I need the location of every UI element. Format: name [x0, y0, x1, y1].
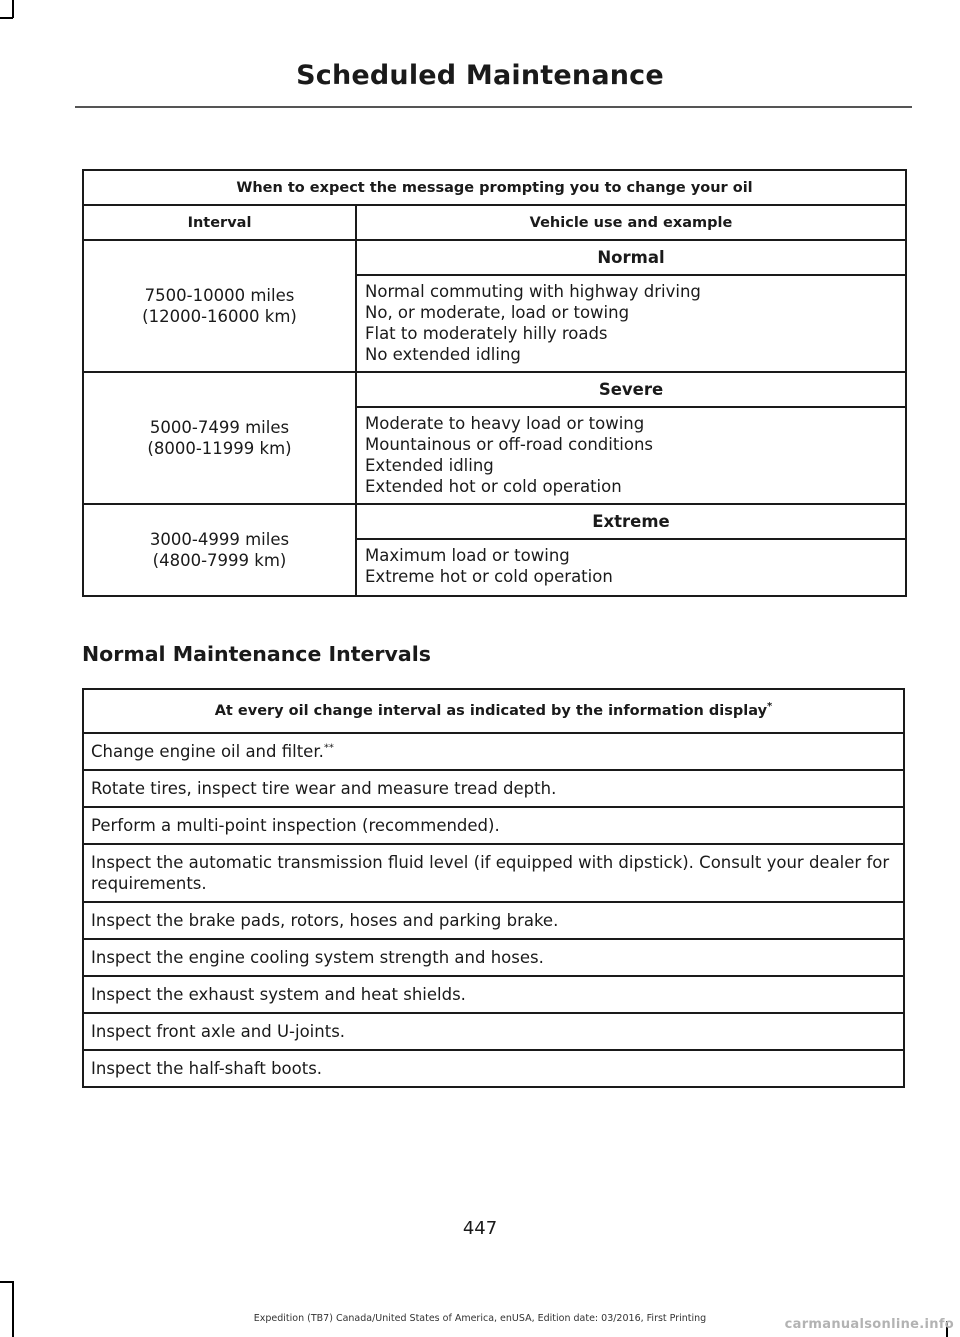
column-header-vehicle-use: Vehicle use and example [356, 205, 906, 240]
maintenance-table [82, 688, 905, 1088]
maintenance-item [83, 733, 904, 770]
title-divider [75, 106, 912, 108]
page-title: Scheduled Maintenance [296, 60, 664, 91]
table-row [83, 372, 906, 407]
table-row [83, 1013, 904, 1050]
maintenance-item: Perform a multi-point inspection (recommended). [83, 807, 904, 844]
use-item: Mountainous or off-road conditions [365, 435, 654, 454]
table-row [83, 1050, 904, 1087]
uses-cell [356, 407, 906, 504]
use-item: Maximum load or towing [365, 546, 570, 565]
maintenance-header-text: At every oil change interval as indicated by the information display [214, 703, 768, 719]
column-header-interval: Interval [83, 205, 356, 240]
use-item: Extended hot or cold operation [365, 477, 622, 496]
maintenance-item: Inspect the exhaust system and heat shields. [83, 976, 904, 1013]
use-item: No extended idling [365, 345, 521, 364]
interval-cell [83, 372, 356, 504]
interval-km: (12000-16000 km) [142, 307, 297, 326]
crop-mark-top-left [12, 0, 14, 18]
use-item: Flat to moderately hilly roads [365, 324, 608, 343]
use-item: Extended idling [365, 456, 494, 475]
interval-miles: 5000-7499 miles [149, 418, 290, 437]
footnote-mark: * [767, 701, 773, 713]
category-severe: Severe [356, 372, 906, 407]
use-item: Normal commuting with highway driving [365, 282, 701, 301]
use-item: Moderate to heavy load or towing [365, 414, 645, 433]
oil-change-table [82, 169, 907, 597]
oil-table-title: When to expect the message prompting you to change your oil [83, 170, 906, 205]
use-item: Extreme hot or cold operation [365, 567, 613, 586]
interval-cell [83, 240, 356, 372]
interval-km: (4800-7999 km) [152, 551, 287, 570]
table-row [83, 733, 904, 770]
table-row [83, 939, 904, 976]
category-normal: Normal [356, 240, 906, 275]
maintenance-item: Inspect front axle and U-joints. [83, 1013, 904, 1050]
table-row [83, 770, 904, 807]
table-row [83, 976, 904, 1013]
maintenance-table-header [83, 689, 904, 733]
interval-km: (8000-11999 km) [147, 439, 292, 458]
table-row [83, 504, 906, 539]
interval-cell [83, 504, 356, 596]
uses-cell [356, 539, 906, 596]
crop-mark-bottom-left-h [0, 1281, 13, 1283]
uses-cell [356, 275, 906, 372]
page-number: 447 [462, 1218, 498, 1239]
table-row [83, 807, 904, 844]
footer-edition-info: Expedition (TB7) Canada/United States of America, enUSA, Edition date: 03/2016, First Printing [253, 1313, 707, 1324]
use-item: No, or moderate, load or towing [365, 303, 630, 322]
crop-mark-top-left-h [0, 17, 13, 19]
crop-mark-bottom-left [12, 1281, 14, 1337]
watermark: carmanualsonline.info [784, 1317, 954, 1332]
category-extreme: Extreme [356, 504, 906, 539]
table-row [83, 844, 904, 902]
maintenance-item-text: Change engine oil and filter. [91, 742, 324, 761]
table-row [83, 902, 904, 939]
interval-miles: 3000-4999 miles [149, 530, 290, 549]
maintenance-item: Inspect the automatic transmission fluid level (if equipped with dipstick). Consult your dealer for requirements. [83, 844, 904, 902]
maintenance-item: Inspect the engine cooling system strength and hoses. [83, 939, 904, 976]
maintenance-item: Rotate tires, inspect tire wear and measure tread depth. [83, 770, 904, 807]
footnote-mark: ** [323, 742, 334, 754]
interval-miles: 7500-10000 miles [144, 286, 295, 305]
maintenance-item: Inspect the brake pads, rotors, hoses and parking brake. [83, 902, 904, 939]
maintenance-item: Inspect the half-shaft boots. [83, 1050, 904, 1087]
table-row [83, 240, 906, 275]
section-heading: Normal Maintenance Intervals [82, 642, 431, 666]
